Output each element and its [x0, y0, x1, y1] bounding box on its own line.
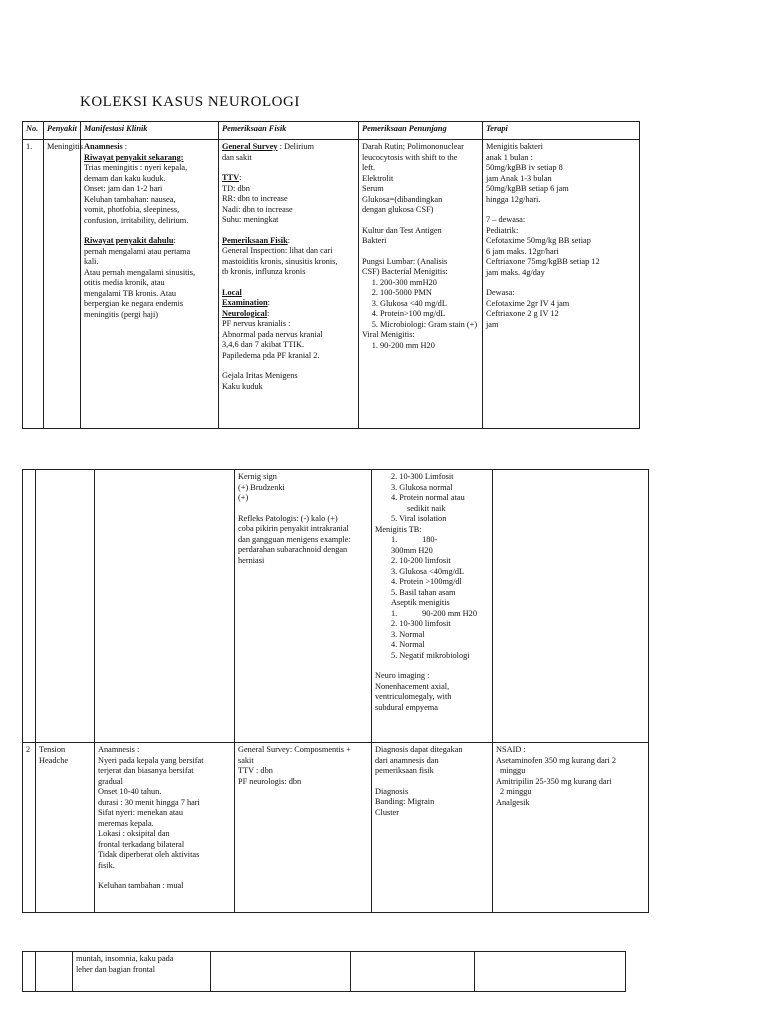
header-disease: Penyakit — [44, 122, 81, 140]
list-item: 3. Glukosa <40 mg/dL — [380, 299, 479, 310]
pf-label: Pemeriksaan Fisik — [222, 235, 288, 245]
document-title: KOLEKSI KASUS NEUROLOGI — [80, 94, 300, 110]
list-item: 2. 100-5000 PMN — [380, 288, 479, 299]
cell-physical: General Survey: Composmentis + sakit TTV : dbn PF neurologis: dbn — [235, 743, 372, 913]
viral-label: Viral Menigitis: — [362, 330, 415, 339]
cell-physical: Kernig sign (+) Brudzenki (+) Refleks Patologis: (-) kalo (+) coba pikirin penyakit intrakranial dan gangguan menigens example: perdarahan subarachnoid dengan herniasi — [235, 470, 372, 743]
table-row — [23, 952, 626, 992]
header-support: Pemeriksaan Penunjang — [359, 122, 483, 140]
cell-support: Diagnosis dapat ditegakan dari anamnesis dan pemeriksaan fisik Diagnosis Banding: Migrain Cluster — [372, 743, 493, 913]
header-physical: Pemeriksaan Fisik — [219, 122, 359, 140]
list-item: 5. Microbiologi: Gram stain (+) — [380, 320, 479, 331]
cell-disease: Tension Headche — [36, 743, 95, 913]
cell-therapy: Menigitis bakteri anak 1 bulan : 50mg/kgBB iv setiap 8 jam Anak 1-3 bulan 50mg/kgBB setiap 6 jam hingga 12g/hari. 7 – dewasa: Pediatrik: Cefotaxime 50mg/kg BB setiap 6 jam maks. 12gr/hari Ceftriaxone 75mg/kgBB setiap 12 jam maks. 4g/day Dewasa: Cefotaxime 2gr IV 4 jam Ceftriaxone 2 g IV 12 jam — [483, 140, 640, 429]
bacterial-csf-list — [362, 278, 479, 331]
cases-table-page2 — [22, 469, 649, 913]
cell-clinical: Anamnesis : Nyeri pada kepala yang bersifat terjerat dan biasanya bersifat gradual Onset 10-40 tahun. durasi : 30 menit hingga 7 hari Sifat nyeri: menekan atau meremas kepala. Lokasi : oksipital dan frontal terkadang bilateral Tidak diperberat oleh aktivitas fisik. Keluhan tambahan : mual — [95, 743, 235, 913]
cases-table-page1 — [22, 121, 640, 429]
cell-clinical: Anamnesis : Riwayat penyakit sekarang: Trias meningitis : nyeri kepala, demam dan kaku kuduk. Onset: jam dan 1-2 hari Keluhan tambahan: nausea, vomit, photfobia, sleepiness, confusion, irritability, delirium. Riwayat penyakit dahulu: pernah mengalami atau pertama kali. Atau pernah mengalami sinusitis, otitis media kronik, atau mengalami TB kronis. Atau berpergian ke negara endemis meningitis (pergi haji) — [81, 140, 219, 429]
header-no: No. — [23, 122, 44, 140]
local-label: Local — [222, 287, 242, 297]
rps-label: Riwayat penyakit sekarang: — [84, 152, 184, 162]
list-item: 1. 200-300 mmH20 — [380, 278, 479, 289]
cell-physical: General Survey : Delirium dan sakit TTV: TD: dbn RR: dbn to increase Nadi: dbn to increase Suhu: meningkat Pemeriksaan Fisik: General Inspection: lihat dan cari mastoiditis kronis, sinusitis kronis, tb kronis, influnza kronis Local Examination: Neurological: PF nervus kranialis : Abnormal pada nervus kranial 3,4,6 dan 7 akibat TTIK. Papiledema pda PF kranial 2. Gejala Iritas Menigens Kaku kuduk — [219, 140, 359, 429]
viral-csf-list — [362, 341, 479, 352]
list-item: 1. 90-200 mm H20 — [380, 341, 479, 352]
aseptik-label: Aseptik menigitis — [391, 598, 450, 607]
rpd-label: Riwayat penyakit dahulu — [84, 236, 174, 245]
table-row — [23, 470, 649, 743]
list-item: 4. Protein>100 mg/dL — [380, 309, 479, 320]
cell-support: Darah Rutin; Polimononuclear leucocytosis with shift to the left. Elektrolit Serum Glukosa=(dibandingkan dengan glukosa CSF) Kultur dan Test Antigen Bakteri Pungsi Lumbar: (Analisis CSF) Bacterial Menigitis: 1. 200-300 mmH20 2. 100-5000 PMN 3. Glukosa <40 mg/dL 4. Protein>100 mg/dL 5. Microbiologi: Gram stain (+) Viral Menigitis: 1. 90-200 mm H20 — [359, 140, 483, 429]
table-row — [23, 140, 640, 429]
header-therapy: Terapi — [483, 122, 640, 140]
cell-therapy: NSAID : Asetaminofen 350 mg kurang dari 2 minggu Amitripilin 25-350 mg kurang dari 2 minggu Analgesik — [493, 743, 649, 913]
table-row — [23, 743, 649, 913]
table-header-row — [23, 122, 640, 140]
cell-disease: Meningitis — [44, 140, 81, 429]
exam-label: Examination — [222, 298, 268, 307]
tb-label: Menigitis TB: — [375, 524, 422, 534]
ttv-label: TTV — [222, 173, 240, 182]
cell-support: 2. 10-300 Limfosit 3. Glukosa normal 4. Protein normal atau sedikit naik 5. Viral isolation Menigitis TB: 1. 180- 300mm H20 2. 10-200 limfosit 3. Glukosa <40mg/dL 4. Protein >100mg/dl 5. Basil tahan asam Aseptik menigitis 1. 90-200 mm H20 2. 10-300 limfosit 3. Normal 4. Normal 5. Negatif mikrobiologi Neuro imaging : Nonenhacement axial, ventriculomegaly, with subdural empyema — [372, 470, 493, 743]
neuro-label: Neurological — [222, 308, 268, 318]
anamnesis-label: Anamnesis — [84, 142, 123, 151]
general-survey-label: General Survey — [222, 142, 278, 151]
cell-no: 2 — [23, 743, 36, 913]
header-clinical: Manifestasi Klinik — [81, 122, 219, 140]
cell-no: 1. — [23, 140, 44, 429]
cell-clinical: muntah, insomnia, kaku pada leher dan bagian frontal — [73, 952, 211, 992]
cases-table-page3 — [22, 951, 626, 992]
